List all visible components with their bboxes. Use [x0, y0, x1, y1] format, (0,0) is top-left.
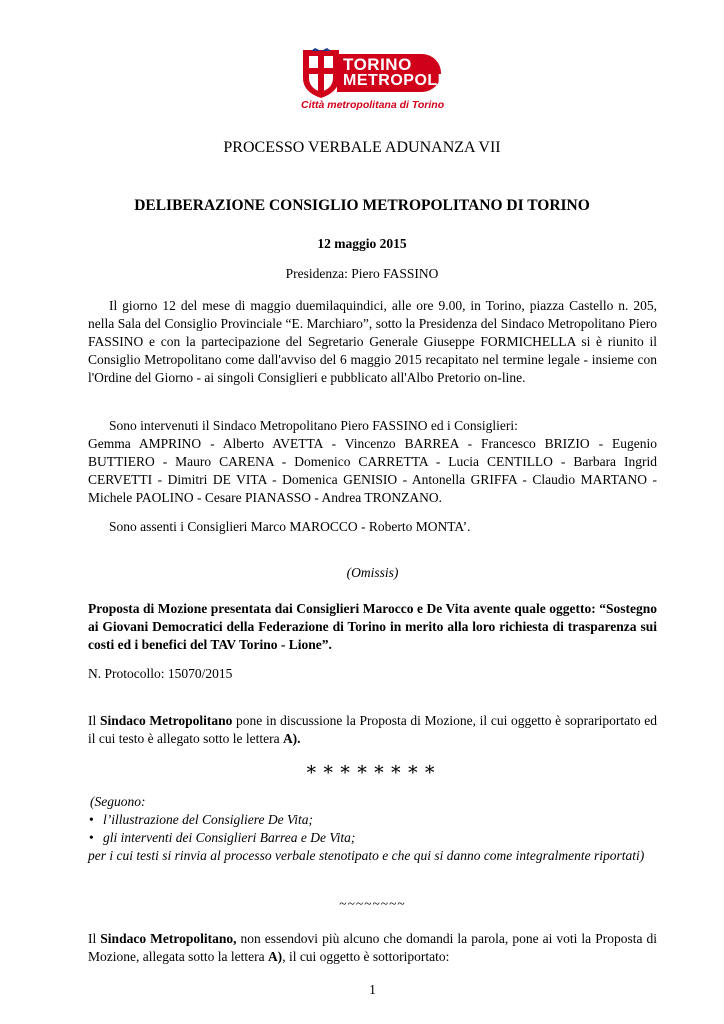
- mayor-vote-paragraph: [88, 930, 657, 966]
- attendees-paragraph: [88, 417, 657, 507]
- mayor-il: Il: [88, 713, 100, 728]
- logo-subtitle: Città metropolitana di Torino: [301, 99, 445, 111]
- shield-cross-icon: [301, 48, 341, 100]
- asterisk-separator: ∗∗∗∗∗∗∗∗: [304, 759, 441, 780]
- motion-proposal: Proposta di Mozione presentata dai Consiglieri Marocco e De Vita avente quale oggetto: “Sostegno ai Giovani Democratici della Federazione di Torino in merito alla loro richiesta di trasparenza sui costi ed i benefici del TAV Torino - Lione”.: [88, 601, 657, 652]
- logo-text-metropoli: METROPOLI: [343, 72, 443, 89]
- absentees-paragraph: Sono assenti i Consiglieri Marco MAROCCO - Roberto MONTA’.: [109, 519, 471, 534]
- interventions-block: [88, 793, 657, 865]
- logo-text-torino: TORINO: [343, 55, 412, 74]
- attachment-letter: A): [267, 949, 283, 964]
- deliberation-heading: DELIBERAZIONE CONSIGLIO METROPOLITANO DI TORINO: [134, 197, 590, 214]
- meeting-date: 12 maggio 2015: [317, 236, 407, 251]
- seguono-open: (Seguono:: [90, 794, 146, 809]
- interventions-list: [88, 811, 657, 847]
- mayor-discussion-paragraph: [88, 712, 657, 748]
- attendees-intro: Sono intervenuti il Sindaco Metropolitano Piero FASSINO ed i Consiglieri:: [109, 418, 518, 433]
- presidency-line: Presidenza: Piero FASSINO: [285, 266, 439, 281]
- mayor-il: Il: [88, 931, 101, 946]
- mayor-vote-text: non essendovi più alcuno che domandi la parola, pone ai voti la Proposta di Mozione, allegata sotto la lettera: [88, 931, 657, 964]
- list-item: • l’illustrazione del Consigliere De Vita;: [88, 811, 657, 829]
- tilde-separator: ~~~~~~~~: [339, 896, 406, 911]
- document-title: PROCESSO VERBALE ADUNANZA VII: [223, 139, 501, 156]
- attendees-list: Gemma AMPRINO - Alberto AVETTA - Vincenzo BARREA - Francesco BRIZIO - Eugenio BUTTIERO - Mauro CARENA - Domenico CARRETTA - Lucia CENTILLO - Barbara Ingrid CERVETTI - Dimitri DE VITA - Domenica GENISIO - Antonella GRIFFA - Claudio MARTANO - Michele PAOLINO - Cesare PIANASSO - Andrea TRONZANO.: [88, 436, 657, 505]
- page-number: 1: [369, 982, 376, 997]
- mayor-discussion-text: pone in discussione la Proposta di Mozione, il cui oggetto è soprariportato ed il cui testo è allegato sotto le lettera: [88, 713, 657, 746]
- torino-metropoli-logo: [301, 48, 445, 112]
- mayor-vote-end: , il cui oggetto è sottoriportato:: [282, 949, 450, 964]
- omissis-note: (Omissis): [346, 565, 399, 580]
- mayor-title: Sindaco Metropolitano,: [100, 931, 237, 946]
- opening-paragraph: Il giorno 12 del mese di maggio duemilaquindici, alle ore 9.00, in Torino, piazza Castello n. 205, nella Sala del Consiglio Provinciale “E. Marchiaro”, sotto la Presidenza del Sindaco Metropolitano Piero FASSINO e con la partecipazione del Segretario Generale Giuseppe FORMICHELLA si è riunito il Consiglio Metropolitano come dall'avviso del 6 maggio 2015 recapitato nel termine legale - insieme con l'Ordine del Giorno - ai singoli Consiglieri e pubblicato all'Albo Pretorio on-line.: [88, 298, 657, 385]
- attachment-letter: A).: [282, 731, 301, 746]
- protocol-number: N. Protocollo: 15070/2015: [88, 666, 233, 681]
- list-item: • gli interventi dei Consiglieri Barrea e De Vita;: [88, 829, 657, 847]
- seguono-tail: per i cui testi si rinvia al processo verbale stenotipato e che qui si danno come integralmente riportati): [88, 848, 645, 863]
- mayor-title: Sindaco Metropolitano: [99, 713, 233, 728]
